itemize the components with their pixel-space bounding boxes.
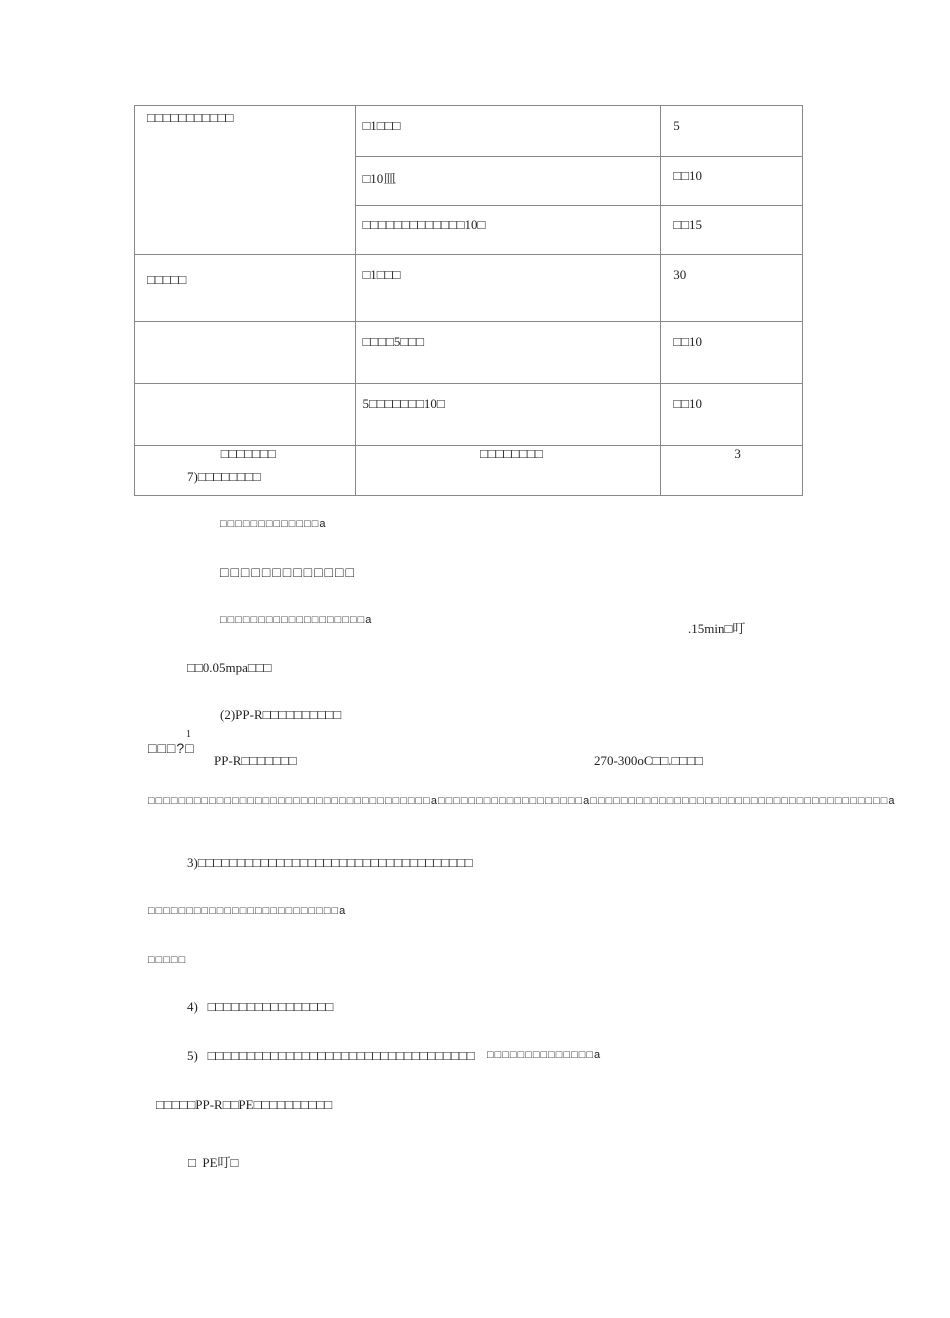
body-line: □□□□□□□□□□□□□□□□□□□a	[220, 614, 373, 626]
body-paragraph: □□□□□□□□□□□□□□□□□□□□□□□□□□□□□□□□□□□□□a□□□□□□□□□□□□□□□□□□□a□□□□□□□□□□□□□□□□□□□□□□□□□□□□□□□□□□□□□□□a	[148, 795, 896, 807]
table-cell: □□□□□□□□□□□□□10□	[356, 206, 661, 255]
section-heading-2: (2)PP-R□□□□□□□□□□	[220, 707, 342, 722]
section-heading-4: 4) □□□□□□□□□□□□□□□□	[187, 999, 334, 1014]
body-line: 270-300oC□□.□□□□	[594, 753, 703, 768]
table-cell: □1□□□	[356, 255, 661, 322]
table-cell	[135, 384, 356, 446]
body-line: PP-R□□□□□□□	[214, 753, 297, 768]
body-line: □ PE叮□	[188, 1155, 239, 1170]
table-row	[135, 322, 803, 384]
table-cell: □□□□□□□	[135, 446, 356, 496]
body-line: □□□□□PP-R□□PE□□□□□□□□□□	[156, 1097, 333, 1112]
table-cell: □□15	[661, 206, 803, 255]
body-line: .15min□叮	[688, 621, 746, 636]
table-cell: 5	[661, 106, 803, 157]
table-row	[135, 384, 803, 446]
table-cell: 30	[661, 255, 803, 322]
table-cell: □□□□5□□□	[356, 322, 661, 384]
body-line: □□□□□□□□□□□□□a	[220, 518, 327, 530]
table-cell: □□□□□	[135, 255, 356, 322]
table-cell: □10皿	[356, 157, 661, 206]
spec-table	[134, 105, 803, 496]
section-heading-5: 5) □□□□□□□□□□□□□□□□□□□□□□□□□□□□□□□□□□	[187, 1048, 475, 1063]
table-cell: □□10	[661, 322, 803, 384]
table-cell: □□□□□□□□□□□	[135, 106, 356, 255]
superscript: 1	[186, 729, 191, 740]
table-row	[135, 106, 803, 157]
table-cell: □□10	[661, 384, 803, 446]
body-line: □□□□□□□□□□□□□	[220, 564, 356, 580]
table-cell: 5□□□□□□□10□	[356, 384, 661, 446]
section-heading-7: 7)□□□□□□□□	[187, 469, 261, 484]
table-cell: 3	[661, 446, 803, 496]
table-cell	[135, 322, 356, 384]
body-line: □□□?□	[148, 740, 195, 756]
table-row	[135, 255, 803, 322]
body-line: □□□□□□□□□□□□□□□□□□□□□□□□□a	[148, 905, 347, 917]
body-line: □□□□□	[148, 954, 187, 966]
table-cell: □□10	[661, 157, 803, 206]
table-cell: □1□□□	[356, 106, 661, 157]
body-line: □□0.05mpa□□□	[187, 660, 272, 675]
table-cell: □□□□□□□□	[356, 446, 661, 496]
body-line: □□□□□□□□□□□□□□a	[487, 1049, 602, 1061]
section-heading-3: 3)□□□□□□□□□□□□□□□□□□□□□□□□□□□□□□□□□□□	[187, 855, 473, 870]
